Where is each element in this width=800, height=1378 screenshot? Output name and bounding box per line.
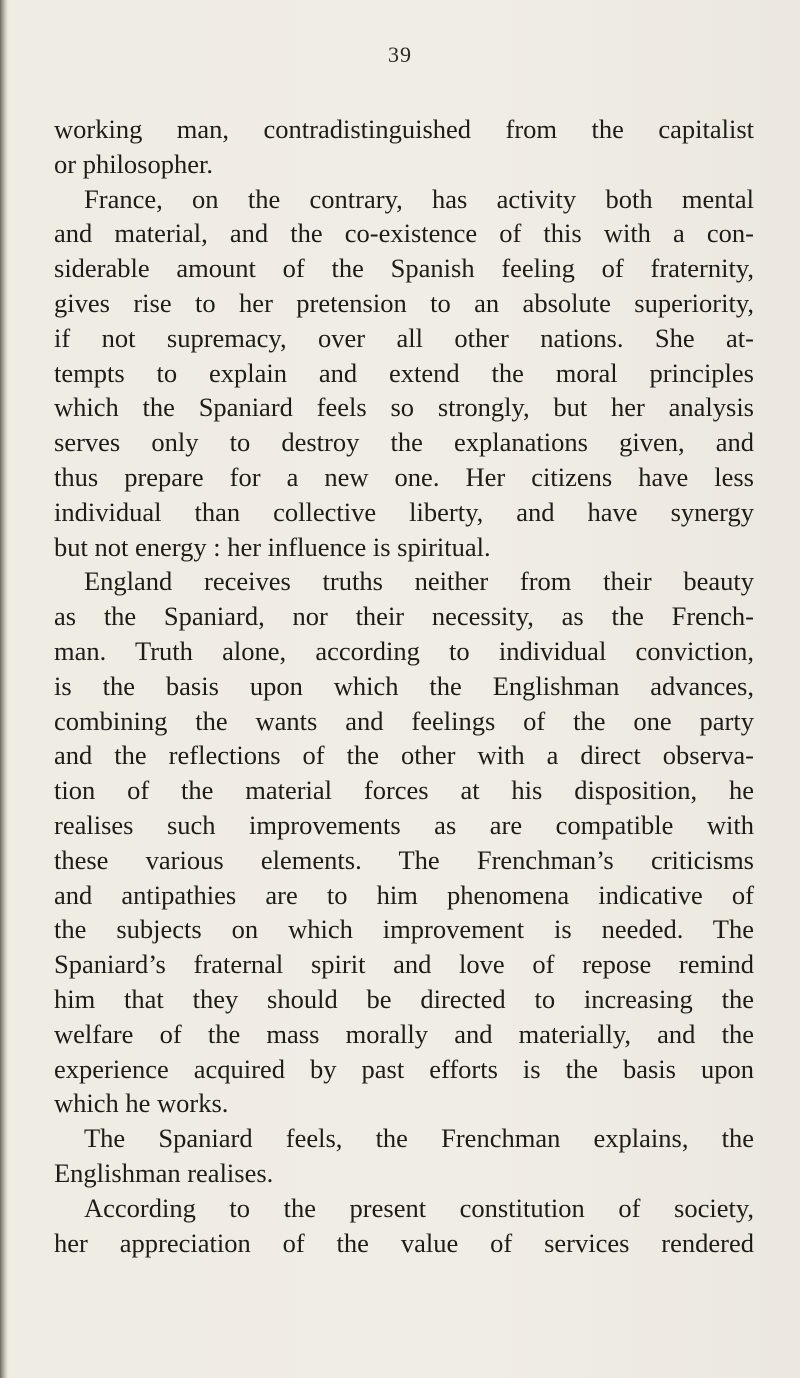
text-line: France, on the contrary, has activity both mental [84, 183, 754, 214]
text-line: Englishman realises. [54, 1157, 274, 1188]
text-line: thus prepare for a new one. Her citizens have less [54, 461, 754, 492]
text-line: him that they should be directed to increasing the [54, 983, 754, 1014]
text-line: these various elements. The Frenchman’s criticisms [54, 844, 754, 875]
text-line: as the Spaniard, nor their necessity, as the French- [54, 601, 754, 632]
text-line: experience acquired by past efforts is the basis upon [54, 1053, 754, 1084]
text-line: individual than collective liberty, and have synergy [54, 496, 754, 527]
text-line: and antipathies are to him phenomena indicative of [54, 879, 754, 910]
text-line: or philosopher. [54, 148, 213, 179]
text-line: combining the wants and feelings of the one party [54, 705, 754, 736]
text-line: Spaniard’s fraternal spirit and love of repose remind [54, 949, 754, 980]
paragraph [54, 1191, 754, 1261]
text-line: According to the present constitution of society, [84, 1192, 754, 1223]
text-line: gives rise to her pretension to an absolute superiority, [54, 287, 754, 318]
text-line: tempts to explain and extend the moral principles [54, 357, 754, 388]
text-line: serves only to destroy the explanations given, and [54, 427, 754, 458]
paragraph [54, 1121, 754, 1191]
text-line: but not energy : her influence is spiritual. [54, 531, 491, 562]
text-line: working man, contradistinguished from the capitalist [54, 114, 754, 144]
paragraph [54, 564, 754, 1121]
page-number: 39 [388, 42, 412, 67]
text-line: and material, and the co-existence of this with a con- [54, 218, 754, 249]
text-line: tion of the material forces at his disposition, he [54, 775, 754, 806]
text-line: her appreciation of the value of services rendered [54, 1227, 754, 1258]
text-line: man. Truth alone, according to individual conviction, [54, 635, 754, 666]
body-text [54, 112, 754, 1260]
text-line: The Spaniard feels, the Frenchman explains, the [84, 1123, 754, 1154]
text-line: which the Spaniard feels so strongly, but her analysis [54, 392, 754, 423]
text-line: the subjects on which improvement is needed. The [54, 914, 754, 945]
text-line: and the reflections of the other with a direct observa- [54, 740, 754, 771]
text-line: realises such improvements as are compatible with [54, 809, 754, 840]
text-line: which he works. [54, 1088, 229, 1119]
text-line: if not supremacy, over all other nations. She at- [54, 322, 754, 353]
text-line: welfare of the mass morally and materially, and the [54, 1018, 754, 1049]
paragraph [54, 182, 754, 565]
text-line: is the basis upon which the Englishman advances, [54, 670, 754, 701]
text-line: siderable amount of the Spanish feeling of fraternity, [54, 253, 754, 284]
text-line: England receives truths neither from their beauty [84, 566, 754, 597]
paragraph [54, 112, 754, 182]
book-gutter-shadow [0, 0, 8, 1378]
